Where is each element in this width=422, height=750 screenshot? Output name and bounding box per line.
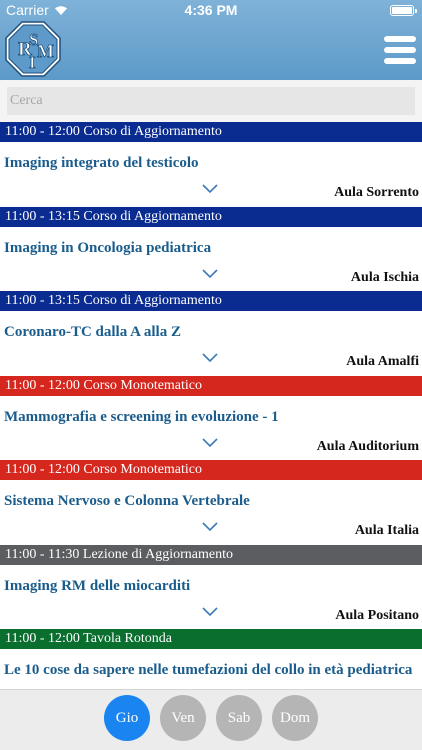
session-item[interactable]: [0, 545, 422, 630]
search-bar: [0, 80, 422, 122]
search-input[interactable]: [7, 87, 415, 115]
session-room: Aula Ischia: [350, 269, 419, 285]
session-title[interactable]: Coronaro-TC dalla A alla Z: [4, 324, 181, 340]
carrier-label: Carrier: [6, 2, 49, 18]
session-time-category: 11:00 - 13:15 Corso di Aggiornamento: [0, 291, 422, 311]
session-time-category: 11:00 - 12:00 Tavola Rotonda: [0, 629, 422, 649]
session-time-category: 11:00 - 12:00 Corso Monotematico: [0, 376, 422, 396]
day-button-ven[interactable]: Ven: [160, 695, 206, 741]
svg-text:M: M: [37, 41, 54, 61]
chevron-down-icon[interactable]: [202, 607, 218, 617]
sirm-logo-icon[interactable]: [5, 21, 61, 77]
session-item[interactable]: [0, 629, 422, 689]
svg-text:R: R: [18, 39, 32, 60]
session-time-category: 11:00 - 11:30 Lezione di Aggiornamento: [0, 545, 422, 565]
session-time-category: 11:00 - 12:00 Corso di Aggiornamento: [0, 122, 422, 142]
chevron-down-icon[interactable]: [202, 438, 218, 448]
svg-text:I: I: [29, 53, 36, 72]
chevron-down-icon[interactable]: [202, 353, 218, 363]
status-time: 4:36 PM: [184, 2, 238, 18]
session-room: Aula Auditorium: [316, 438, 419, 454]
session-item[interactable]: [0, 122, 422, 207]
chevron-down-icon[interactable]: [202, 269, 218, 279]
chevron-down-icon[interactable]: [202, 522, 218, 532]
day-button-sab[interactable]: Sab: [216, 695, 262, 741]
session-title[interactable]: Le 10 cose da sapere nelle tumefazioni del collo in età pediatrica: [4, 662, 413, 678]
session-list[interactable]: [0, 122, 422, 689]
session-title[interactable]: Imaging integrato del testicolo: [4, 155, 199, 171]
app-header: [0, 0, 422, 80]
session-title[interactable]: Mammografia e screening in evoluzione - 1: [4, 408, 279, 425]
session-room: Aula Sorrento: [334, 185, 419, 200]
session-room: Aula Italia: [354, 523, 419, 538]
session-title[interactable]: Imaging RM delle miocarditi: [4, 577, 191, 594]
session-time-category: 11:00 - 13:15 Corso di Aggiornamento: [0, 207, 422, 227]
day-selector-bar: [0, 689, 422, 750]
session-item[interactable]: [0, 376, 422, 461]
status-bar: [0, 0, 422, 22]
session-title[interactable]: Imaging in Oncologia pediatrica: [4, 239, 212, 256]
session-item[interactable]: [0, 207, 422, 292]
session-item[interactable]: [0, 291, 422, 376]
battery-icon: [390, 5, 414, 16]
svg-text:S: S: [29, 30, 39, 49]
day-button-gio[interactable]: Gio: [104, 695, 150, 741]
hamburger-menu-icon[interactable]: [384, 36, 416, 68]
session-title[interactable]: Sistema Nervoso e Colonna Vertebrale: [4, 493, 250, 509]
session-room: Aula Positano: [335, 607, 419, 623]
day-button-dom[interactable]: Dom: [272, 695, 318, 741]
session-room: Aula Amalfi: [346, 354, 419, 369]
session-item[interactable]: [0, 460, 422, 545]
session-time-category: 11:00 - 12:00 Corso Monotematico: [0, 460, 422, 480]
chevron-down-icon[interactable]: [202, 184, 218, 194]
